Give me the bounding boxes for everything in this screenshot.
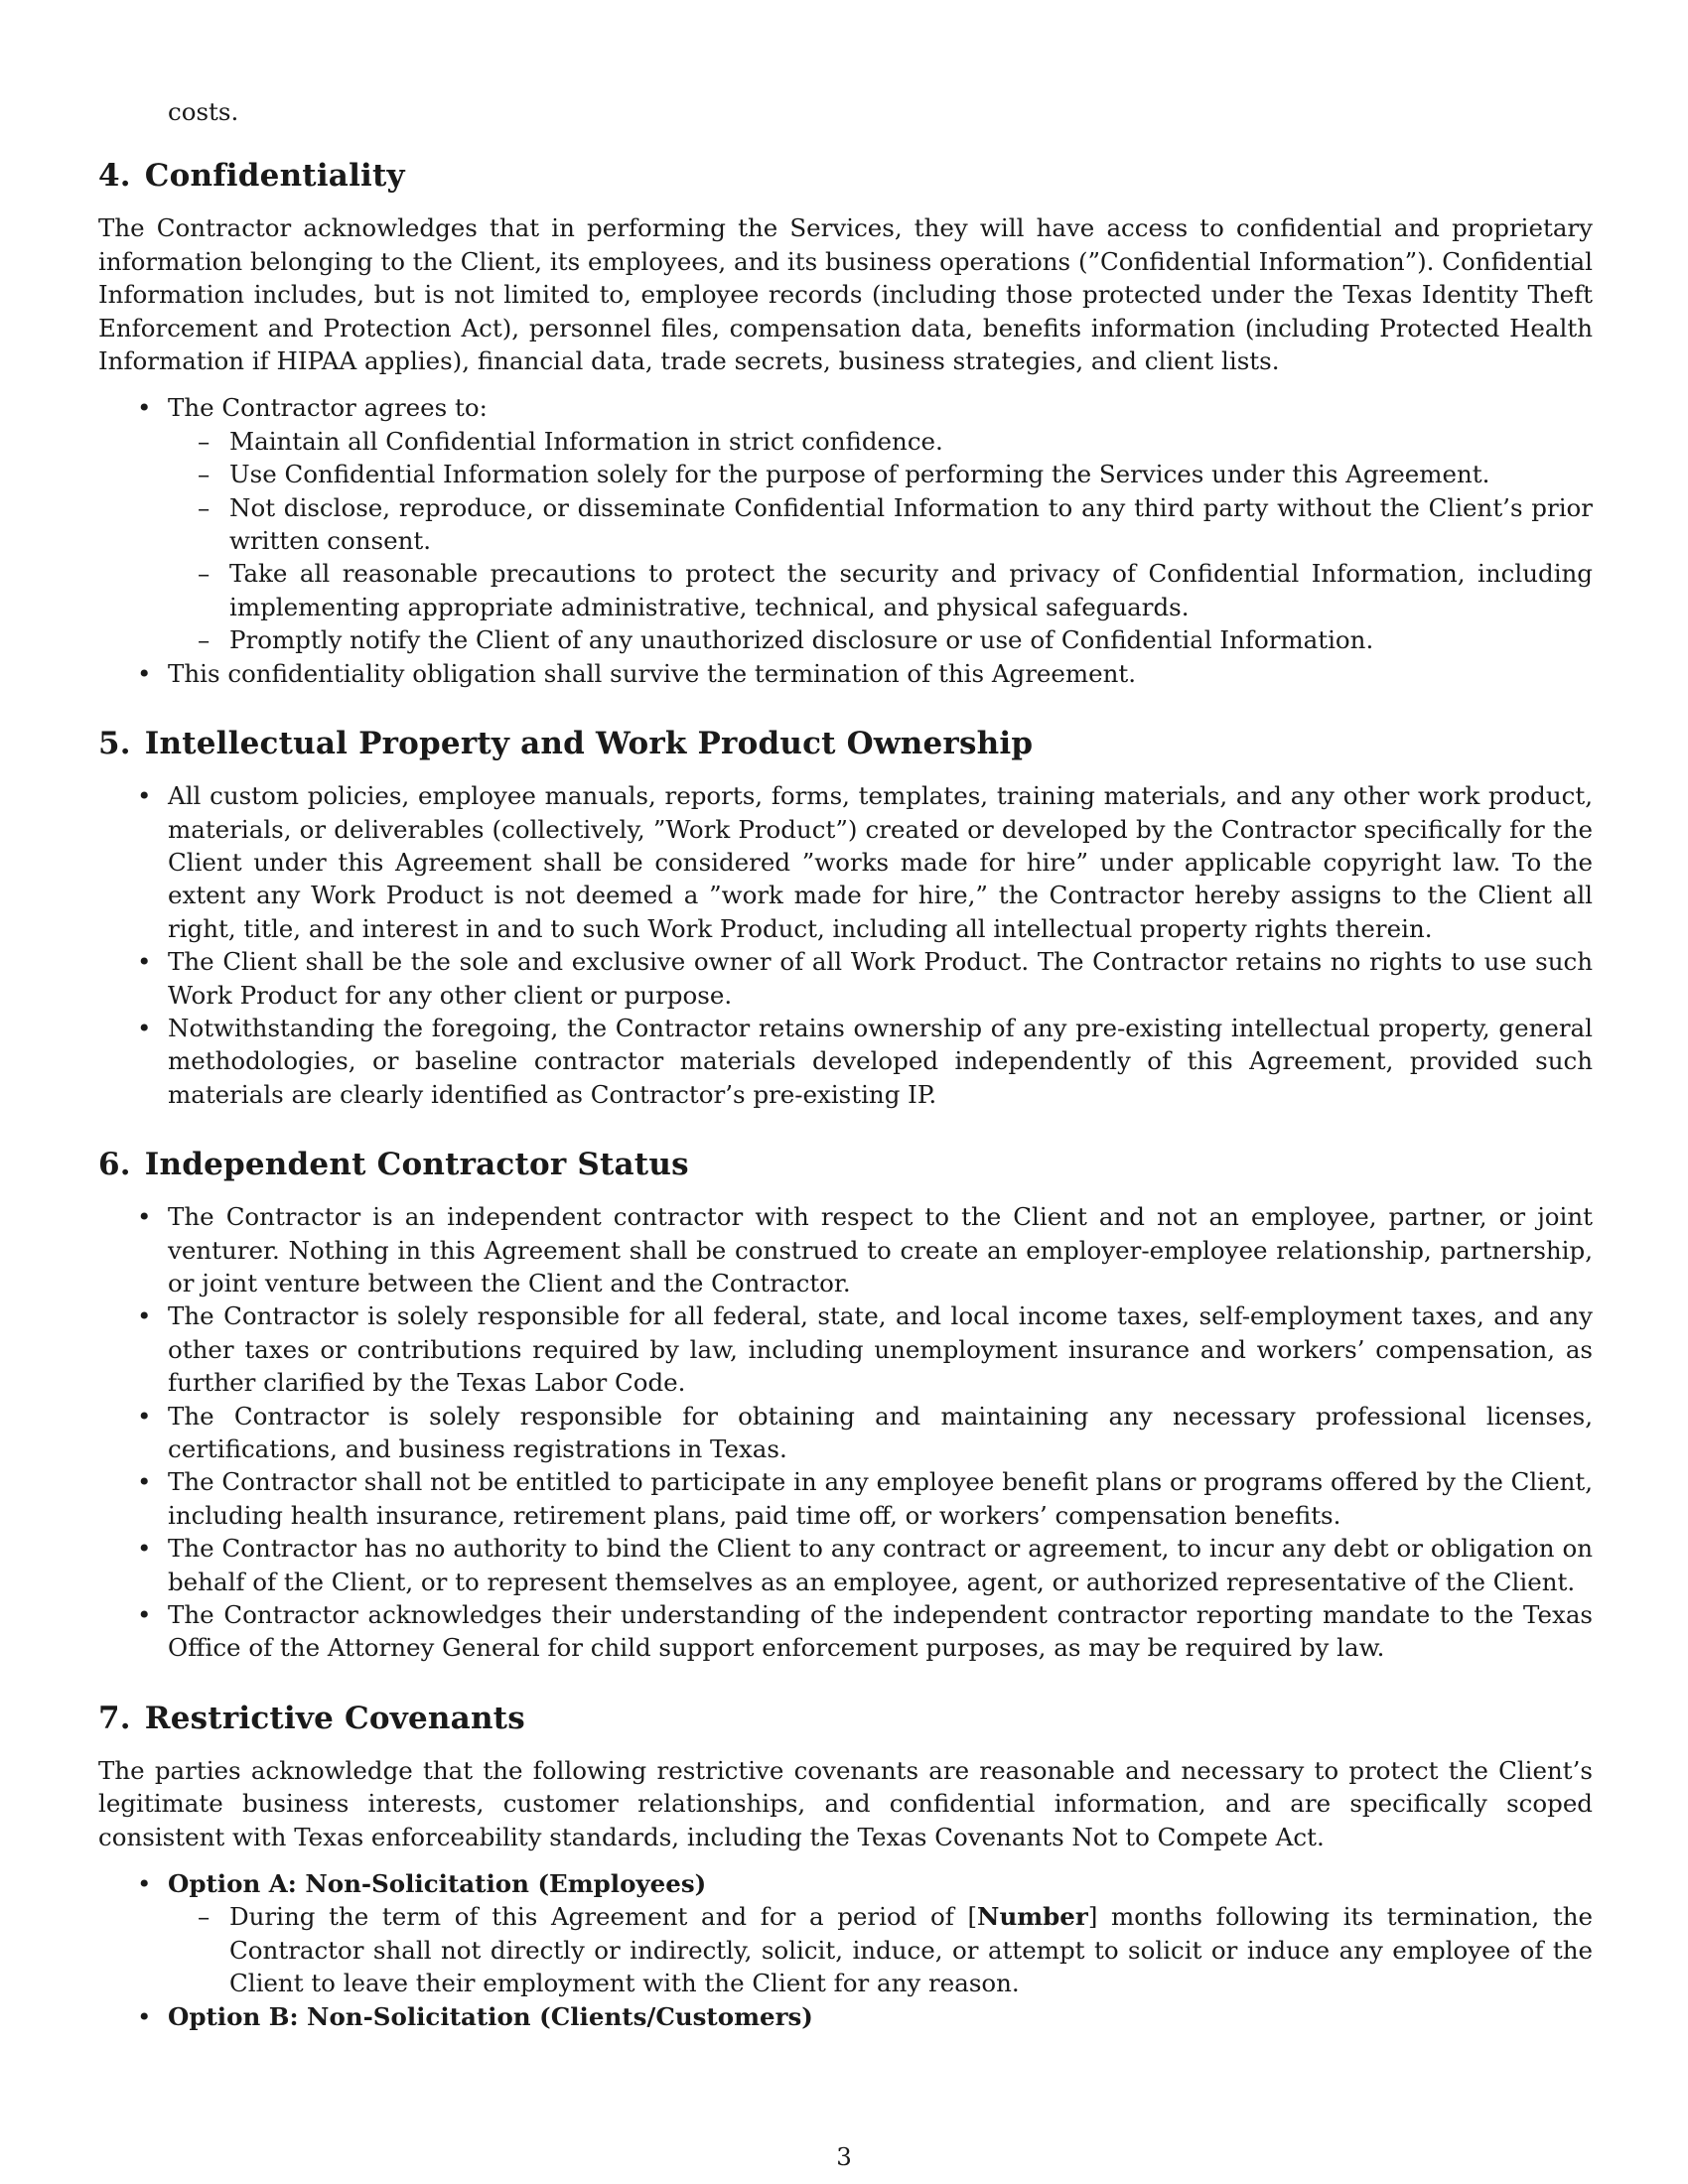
bullet-list [98,1867,1593,2033]
list-item: • The Contractor shall not be entitled to participate in any employee benefit plans or programs offered by the Client, including health insurance, retirement plans, paid time off, or workers’ compensation benefits. [98,1465,1593,1532]
option-a-text-pre: During the term of this Agreement and for a period of [ [229,1902,978,1932]
section-independent-contractor [98,1145,1593,1665]
section-title: Independent Contractor Status [144,1147,689,1183]
list-item: • The Contractor acknowledges their understanding of the independent contractor reporting mandate to the Texas Office of the Attorney General for child support enforcement purposes, as may be required by law. [98,1598,1593,1665]
list-item [98,391,1593,656]
paragraph: The Contractor acknowledges that in performing the Services, they will have access to confidential and proprietary information belonging to the Client, its employees, and its business operations (”Confidential Information”). Confidential Information includes, but is not limited to, employee records (including those protected under the Texas Identity Theft Enforcement and Protection Act), personnel files, compensation data, benefits information (including Protected Health Information if HIPAA applies), financial data, trade secrets, business strategies, and client lists. [98,213,1593,376]
section-intellectual-property [98,724,1593,1111]
document-page [98,95,1593,2067]
section-heading [98,1145,1593,1184]
section-title: Confidentiality [144,158,405,195]
continuation-text: costs. [168,97,239,126]
bullet-list [98,391,1593,690]
sub-list-item [168,1900,1593,1999]
option-a-heading: Option A: Non-Solicitation (Employees) [168,1869,707,1899]
list-item [98,1867,1593,2000]
page-number: 3 [836,2142,852,2171]
sub-list-item: – Promptly notify the Client of any unauthorized disclosure or use of Confidential Information. [168,623,1593,656]
option-b-heading: Option B: Non-Solicitation (Clients/Customers) [168,2001,813,2031]
option-a-text-post: ] months following its termination, the Contractor shall not directly or indirectly, solicit, induce, or attempt to solicit or induce any employee of the Client to leave their employment with the Client for any reason. [229,1902,1593,1998]
bullet-list [98,779,1593,1111]
list-item [98,2000,1593,2033]
list-item: • The Contractor has no authority to bind the Client to any contract or agreement, to incur any debt or obligation on behalf of the Client, or to represent themselves as an employee, agent, or authorized representative of the Client. [98,1532,1593,1598]
sub-list-item: – Take all reasonable precautions to protect the security and privacy of Confidential Information, including implementing appropriate administrative, technical, and physical safeguards. [168,557,1593,623]
section-restrictive-covenants [98,1699,1593,2033]
list-item: • This confidentiality obligation shall survive the termination of this Agreement. [98,657,1593,690]
sub-list-item: – Maintain all Confidential Information in strict confidence. [168,425,1593,458]
section-number: 7. [98,1700,131,1736]
sub-list [168,1900,1593,1999]
section-heading [98,724,1593,763]
sub-list [168,425,1593,657]
sub-list-item: – Not disclose, reproduce, or disseminate Confidential Information to any third party without the Client’s prior written consent. [168,491,1593,558]
paragraph: The parties acknowledge that the following restrictive covenants are reasonable and necessary to protect the Client’s legitimate business interests, customer relationships, and confidential information, and are specifically scoped consistent with Texas enforceability standards, including the Texas Covenants Not to Compete Act. [98,1755,1593,1851]
list-item: • All custom policies, employee manuals, reports, forms, templates, training materials, and any other work product, materials, or deliverables (collectively, ”Work Product”) created or developed by the Contractor specifically for the Client under this Agreement shall be considered ”works made for hire” under applicable copyright law. To the extent any Work Product is not deemed a ”work made for hire,” the Contractor hereby assigns to the Client all right, title, and interest in and to such Work Product, including all intellectual property rights therein. [98,779,1593,945]
list-item-text: The Contractor agrees to: [168,393,488,423]
placeholder-number: Number [977,1902,1088,1932]
section-title: Intellectual Property and Work Product Ownership [144,726,1034,762]
list-item: • The Client shall be the sole and exclusive owner of all Work Product. The Contractor retains no rights to use such Work Product for any other client or purpose. [98,945,1593,1012]
list-item: • The Contractor is solely responsible for all federal, state, and local income taxes, self-employment taxes, and any other taxes or contributions required by law, including unemployment insurance and workers’ compensation, as further clarified by the Texas Labor Code. [98,1299,1593,1399]
section-heading [98,156,1593,196]
section-number: 5. [98,726,131,762]
bullet-list [98,1200,1593,1665]
sub-list-item: – Use Confidential Information solely for the purpose of performing the Services under this Agreement. [168,458,1593,490]
section-title: Restrictive Covenants [144,1700,525,1736]
section-number: 6. [98,1147,131,1183]
section-number: 4. [98,158,131,195]
section-heading [98,1699,1593,1738]
list-item: • The Contractor is an independent contractor with respect to the Client and not an employee, partner, or joint venturer. Nothing in this Agreement shall be construed to create an employer-employee relationship, partnership, or joint venture between the Client and the Contractor. [98,1200,1593,1299]
list-item: • The Contractor is solely responsible for obtaining and maintaining any necessary professional licenses, certifications, and business registrations in Texas. [98,1400,1593,1466]
section-confidentiality [98,156,1593,690]
list-item: • Notwithstanding the foregoing, the Contractor retains ownership of any pre-existing intellectual property, general methodologies, or baseline contractor materials developed independently of this Agreement, provided such materials are clearly identified as Contractor’s pre-existing IP. [98,1012,1593,1111]
